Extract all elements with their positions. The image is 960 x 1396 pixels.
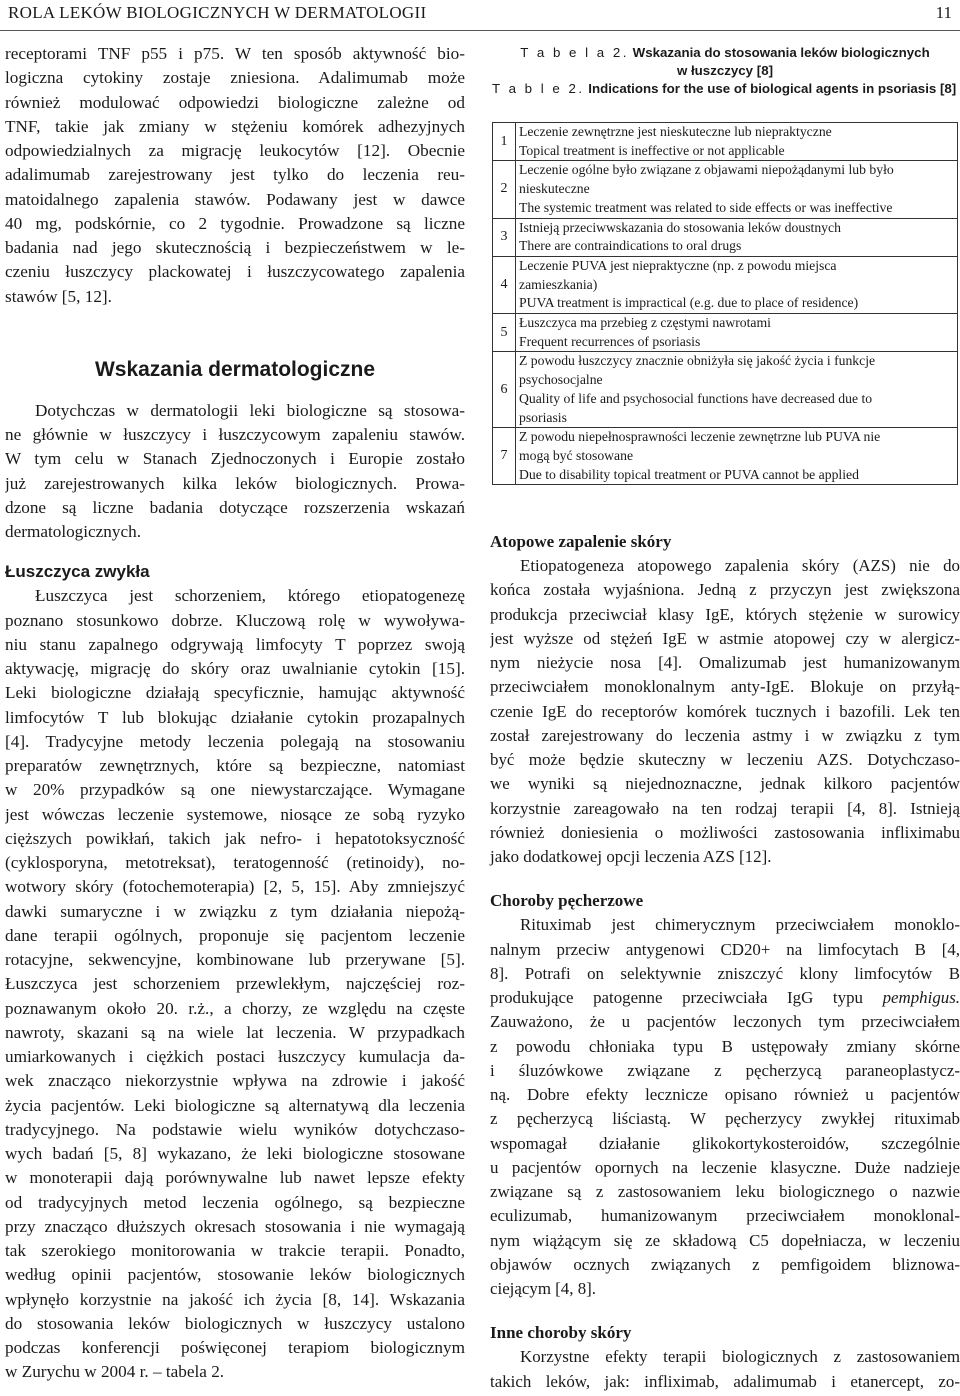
text-line: w monoterapii dają porównywalne lub nawet lepsze efekty [5,1168,465,1188]
row-text-line: Quality of life and psychosocial functions have decreased due to [519,390,873,406]
row-text-line: PUVA treatment is impractical (e.g. due to place of residence) [519,295,859,311]
text-line: niu stanu zapalnego odgrywają limfocyty T poprzez swoją [5,634,465,654]
text-line: od tradycyjnych metod leczenia ogólnego, są bezpieczne [5,1192,465,1212]
atopic-paragraph [490,554,960,869]
table-2-caption [490,44,960,98]
row-number: 7 [493,428,516,485]
text-line: korzystnie zareagowało na ten rodzaj terapii [4, 8]. Istnieją [490,798,960,818]
text-line: aktywację, migrację do skóry oraz uwalnianie cytokin [15]. [5,659,465,678]
text-line: Leki biologiczne działają specyficznie, hamując aktywność [5,683,465,703]
text-line: końca została wyjaśniona. Jedną z przyczyn jest zwiększona [490,580,960,600]
text-line: Etiopatogeneza atopowego zapalenia skóry (AZS) nie do [520,556,960,575]
row-text-line: Leczenie zewnętrzne jest nieskuteczne lub niepraktyczne [519,124,832,139]
text-line: do stosowania leków biologicznych w łuszczycy ustalono [5,1313,465,1333]
text-line: ciejącym [4, 8]. [490,1279,596,1298]
page-number: 11 [935,3,952,22]
text-line: w Zurychu w 2004 r. – tabela 2. [5,1362,225,1382]
text-line: limfocytów T lub blokując działanie cytokin prozapalnych [5,707,465,727]
text-line: Łuszczyca jest schorzeniem przewlekłym, najczęściej roz- [5,974,465,994]
table-row [493,428,958,485]
text-line: według opinii pacjentów, stosowanie leków biologicznych [5,1265,465,1285]
spacer [490,1301,960,1321]
running-header [0,0,960,31]
row-text-line: The systemic treatment was related to side effects or was ineffective [519,199,893,215]
spacer [5,309,465,355]
row-text [516,352,958,428]
table-label-polish: T a b e l a 2. [520,45,629,60]
text-line: [4]. Tradycyjne metody leczenia polegają na stosowaniu [5,731,465,751]
indications-paragraph [5,399,465,545]
text-line: takich leków, jak: infliximab, adalimumab i etanercept, zo- [490,1371,960,1391]
text-line: podczas konferencji poświęconej terapiom biologicznym [5,1338,465,1357]
text-line: receptorami TNF p55 i p75. W ten sposób aktywność bio- [5,44,465,63]
row-text-line: psychosocjalne [519,372,603,388]
text-line: u pacjentów opornych na leczenie klasyczne. Duże nadzieje [490,1157,960,1177]
spacer [490,869,960,889]
row-text [516,428,958,485]
text-line: wek znacząco niekorzystnie wpływa na zdrowie i jakość [5,1071,465,1091]
text-line: eculizumab, humanizowanym przeciwciałem monoklonal- [490,1206,960,1226]
text-line: wych badań [5, 8] wykazano, że leki biologiczne stosowane [5,1144,465,1163]
row-text-line: mogą być stosowane [519,447,634,463]
text-line: stawów [5, 12]. [5,286,112,306]
row-text [516,123,958,161]
other-paragraph [490,1345,960,1394]
table-caption-polish [490,44,960,62]
text-segment: produkujące patogenne przeciwciała IgG typu [490,988,863,1007]
text-line: tradycyjnego. Na podstawie wielu wyników dotychczaso- [5,1119,465,1139]
text-line: nawroty, skazani są na wiele lat leczenia. W przypadkach [5,1022,465,1042]
text-line: Dotychczas w dermatologii leki biologiczne są stosowa- [35,400,465,420]
text-line: jako dodatkowej opcji leczenia AZS [12]. [490,847,772,866]
row-text-line: Z powodu niepełnosprawności leczenie zewnętrzne lub PUVA nie [519,429,881,445]
table-row [493,161,958,218]
text-line: we wyniki są niejednoznaczne, jednak kilkoro pacjentów [490,774,960,794]
text-line: poznawanym około 20. r.ż., a chorzy, ze względu na częste [5,998,465,1018]
row-text-line: Istnieją przeciwwskazania do stosowania leków doustnych [519,219,841,235]
row-number: 3 [493,218,516,256]
text-line: już zarejestrowanych kilka leków biologicznych. Prowa- [5,473,465,493]
text-line: produkcja przeciwciał klasy IgE, których stężenie w surowicy [490,604,960,624]
table-row [493,218,958,256]
text-line: dawki sumaryczne i w związku z tym działania niepożą- [5,901,465,921]
subsection-heading-other: Inne choroby skóry [490,1323,632,1343]
text-line: życia pacjentów. Leki biologiczne są alternatywą dla leczenia [5,1095,465,1115]
text-line: Łuszczyca jest schorzeniem, którego etiopatogenezę [35,586,465,606]
row-number: 2 [493,161,516,218]
text-line: dzone są liczne badania dotyczące rozszerzenia wskazań [5,497,465,517]
text-line: przeciwciałem monoklonalnym anty-IgE. Blokuje on przyłą- [490,677,960,697]
text-line: w 20% przypadków są one niewystarczające. Wymagane [5,780,465,800]
text-line: z powodu chłoniaka typu B ustępowały zmiany skórne [490,1036,960,1056]
row-text-line: Frequent recurrences of psoriasis [519,333,701,349]
text-line: badania nad jego skutecznością i bezpieczeństwem w le- [5,238,465,257]
spacer [5,544,465,560]
row-text-line: There are contraindications to oral drugs [519,238,742,254]
row-text-line: Due to disability topical treatment or PUVA cannot be applied [519,466,859,482]
text-line: preparatów zewnętrznych, które są bezpieczne, natomiast [5,756,465,775]
text-line: czenie IgE do receptorów komórek tucznych i bazofili. Lek ten [490,701,960,721]
table-caption-english [490,80,960,98]
row-text-line: psoriasis [519,409,567,425]
running-title: ROLA LEKÓW BIOLOGICZNYCH W DERMATOLOGII [8,3,427,22]
row-text [516,256,958,313]
text-line: został zarejestrowany do leczenia astmy i w związku z tym [490,725,960,745]
table-label-english: T a b l e 2. [492,81,585,96]
subsection-heading-atopic: Atopowe zapalenie skóry [490,532,672,551]
row-number: 5 [493,314,516,352]
text-line: również doniesienia o możliwości zastosowania infliximabu [490,822,960,842]
row-text [516,161,958,218]
row-text [516,314,958,352]
intro-paragraph [5,42,465,309]
table-title-polish: Wskazania do stosowania leków biologicznych [632,45,930,60]
right-column [490,530,960,1394]
text-line: 8]. Potrafi on selektywnie zniszczyć klony limfocytów B [490,963,960,983]
text-line: cięższych powikłań, takich jak nefro- i hepatotoksyczność [5,828,465,848]
text-line: poznano stosunkowo dobrze. Kluczową rolę w wywoływa- [5,610,465,630]
text-line: również modulować odpowiedzi biologiczne zależne od [5,92,465,112]
row-number: 6 [493,352,516,428]
text-line: (cyklosporyna, metotreksat), teratogenność (retinoidy), no- [5,853,465,872]
table-title-polish-cont: w łuszczycy [8] [676,63,774,78]
text-line: ną. Dobre efekty lecznicze opisano również u pacjentów [490,1085,960,1104]
psoriasis-paragraph [5,584,465,1384]
text-line: nym wiążącym się ze składową C5 dopełniacza, w leczeniu [490,1230,960,1250]
text-line: dane terapii ogólnych, proponuje się pacjentom leczenie [5,925,465,945]
text-line: i śluzówkowe związane z pęcherzycą paraneoplastycz- [490,1060,960,1080]
row-number: 4 [493,256,516,313]
text-line: czeniu łuszczycy plackowatej i łuszczycowatego zapalenia [5,262,465,282]
left-column [5,42,465,1385]
text-line [490,986,960,1010]
row-text-line: nieskuteczne [519,181,590,197]
text-line: TNF, takie jak zmiany w stężeniu komórek adhezyjnych [5,116,465,136]
section-heading: Wskazania dermatologiczne [94,357,376,381]
text-line: ne głównie w łuszczycy i łuszczycowym zapaleniu stawów. [5,425,465,444]
text-line: z pęcherzycą liściastą. W pęcherzycy zwykłej rituximab [490,1109,960,1129]
table-row [493,123,958,161]
text-line: adalimumab zarejestrowany jest tylko do leczenia reu- [5,165,465,185]
spacer [5,385,465,399]
indications-table [492,122,958,485]
text-segment-italic: pemphigus. [882,988,960,1007]
text-line: wspomagał działanie glikokortykosteroidów, szczególnie [490,1133,960,1153]
text-line: jest wówczas leczenie systemowe, niosące ze sobą ryzyko [5,804,465,824]
row-text-line: Łuszczyca ma przebieg z częstymi nawrotami [519,315,771,331]
row-text-line: Leczenie PUVA jest niepraktyczne (np. z powodu miejsca [519,257,837,273]
text-line: dermatologicznych. [5,522,142,541]
text-line: nym nieżycie nosa [4]. Omalizumab jest humanizowanym [490,653,960,672]
subsection-heading-bullous: Choroby pęcherzowe [490,891,644,911]
text-line: nalnym przeciw antygenowi CD20+ na limfocytach B [4, [490,939,960,959]
subsection-heading-psoriasis: Łuszczyca zwykła [5,562,150,582]
text-line: W tym celu w Stanach Zjednoczonych i Europie zostało [5,449,465,469]
text-line: być może będzie skuteczny w leczeniu AZS. Dotychczaso- [490,750,960,769]
text-line: wpłynęło korzystnie na jakość ich życia [8, 14]. Wskazania [5,1289,465,1309]
text-line: matoidalnego zapalenia stawów. Podawany jest w dawce [5,189,465,209]
text-line: Zauważono, że u pacjentów leczonych tym przeciwciałem [490,1012,960,1032]
text-line: wotwory skóry (fotochemoterapia) [2, 5, 15]. Aby zmniejszyć [5,877,465,897]
text-line: 40 mg, podskórnie, co 2 tygodnie. Prowadzone są liczne [5,213,465,233]
row-text [516,218,958,256]
text-line: Korzystne efekty terapii biologicznych z zastosowaniem [520,1347,960,1367]
bullous-paragraph [490,913,960,1301]
text-line: jest wyższe od stężeń IgE w astmie atopowej czy w alergicz- [490,628,960,648]
table-row [493,352,958,428]
table-title-english: Indications for the use of biological agents in psoriasis [8] [588,81,957,96]
text-line: Rituximab jest chimerycznym przeciwciałem monoklo- [520,915,960,935]
text-line: objawów ocznych związanych z pemfigoidem bliznowa- [490,1254,960,1274]
row-text-line: Z powodu łuszczycy znacznie obniżyła się jakość życia i funkcje [519,353,876,369]
table-row [493,314,958,352]
text-line: przy znacząco dłuższych okresach stosowania i nie wymagają [5,1216,465,1236]
table-row [493,256,958,313]
row-number: 1 [493,123,516,161]
row-text-line: zamieszkania) [519,276,598,292]
text-line: tak szerokiego monitorowania w trakcie terapii. Ponadto, [5,1241,465,1260]
text-line: umiarkowanych i ciężkich postaci łuszczycy kumulacja da- [5,1047,465,1066]
text-line: związane są z zastosowaniem leku biologicznego o nazwie [490,1182,960,1201]
row-text-line: Leczenie ogólne było związane z objawami niepożądanymi lub było [519,162,894,178]
text-line: rotacyjne, sekwencyjne, kombinowane lub przerywane [5]. [5,950,465,969]
row-text-line: Topical treatment is ineffective or not applicable [519,142,785,158]
text-line: logiczna cytokiny zostaje zniesiona. Adalimumab może [5,68,465,88]
text-line: odpowiedzialnych za migrację leukocytów [12]. Obecnie [5,141,465,160]
